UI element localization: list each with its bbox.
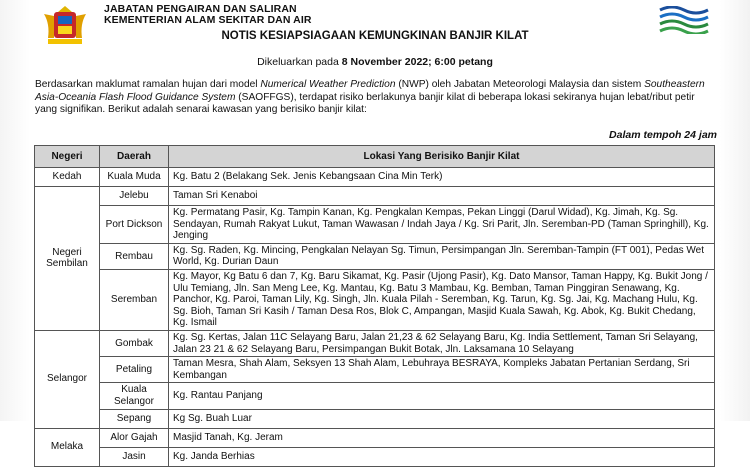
location-cell: Kg. Janda Berhias: [169, 447, 715, 466]
district-cell: Gombak: [100, 330, 169, 356]
table-row: [35, 447, 715, 466]
organization-name: JABATAN PENGAIRAN DAN SALIRAN: [104, 3, 297, 15]
issue-datetime: 8 November 2022; 6:00 petang: [341, 56, 493, 68]
state-cell: Melaka: [35, 428, 100, 466]
location-cell: Taman Sri Kenaboi: [169, 187, 715, 206]
table-row: [35, 428, 715, 447]
location-cell: Kg Sg. Buah Luar: [169, 409, 715, 428]
ministry-name: KEMENTERIAN ALAM SEKITAR DAN AIR: [104, 14, 312, 26]
location-cell: Kg. Sg. Raden, Kg. Mincing, Pengkalan Nelayan Sg. Timun, Persimpangan Jln. Seremban-Tampin (FT 001), Pedas Wet World, Kg. Durian Daun: [169, 243, 715, 269]
table-row: [35, 357, 715, 383]
table-row: [35, 383, 715, 409]
location-cell: Kg. Permatang Pasir, Kg. Tampin Kanan, Kg. Pengkalan Kempas, Pekan Linggi (Darul Widad), Kg. Jimah, Kg. Sg. Sendayan, Rumah Rakyat Lukut, Taman Wawasan / Indah Jaya / Kg. Sri Parit, Jln. Seremban-PD (Taman Springhill), Kg. Jenging: [169, 206, 715, 244]
district-cell: Sepang: [100, 409, 169, 428]
issue-date-line: [0, 56, 750, 68]
location-cell: Kg. Mayor, Kg Batu 6 dan 7, Kg. Baru Sikamat, Kg. Pasir (Ujong Pasir), Kg. Dato Mansor, Taman Happy, Kg. Bukit Jong / Ulu Temiang, Jln. San Meng Lee, Kg. Mantau, Kg. Batu 3 Mambau, Kg. Bemban, Taman Pinggiran Senawang, Kg. Panchor, Kg. Paroi, Taman Lily, Kg. Singh, Jln. Kuala Pilah - Seremban, Kg. Tarun, Kg. Sg. Jai, Kg. Machang Hulu, Kg. Sg. Bioh, Taman Sri Kasih / Taman Desa Ros, Blok C, Ampangan, Masjid Kuala Sawah, Kg. Abok, Kg. Bukit Chedang, Kg. Ismail: [169, 269, 715, 330]
district-cell: Seremban: [100, 269, 169, 330]
table-row: [35, 243, 715, 269]
intro-paragraph: [35, 79, 715, 117]
district-cell: Kuala Muda: [100, 168, 169, 187]
intro-nwp: Numerical Weather Prediction: [260, 79, 396, 90]
forecast-period: Dalam tempoh 24 jam: [609, 129, 717, 141]
intro-text-2: (NWP) oleh Jabatan Meteorologi Malaysia dan sistem: [395, 79, 645, 90]
intro-saoffgs: Southeastern Asia-Oceania Flash Flood Guidance System: [35, 79, 705, 103]
district-cell: Jasin: [100, 447, 169, 466]
location-cell: Kg. Batu 2 (Belakang Sek. Jenis Kebangsaan Cina Min Terk): [169, 168, 715, 187]
location-cell: Kg. Rantau Panjang: [169, 383, 715, 409]
district-cell: Jelebu: [100, 187, 169, 206]
risk-area-table: [34, 145, 715, 467]
table-row: [35, 187, 715, 206]
header-negeri: Negeri: [35, 146, 100, 168]
state-cell: Negeri Sembilan: [35, 187, 100, 331]
table-row: [35, 330, 715, 356]
location-cell: Taman Mesra, Shah Alam, Seksyen 13 Shah Alam, Lebuhraya BESRAYA, Kompleks Jabatan Pertanian Serdang, Sri Kembangan: [169, 357, 715, 383]
district-cell: Port Dickson: [100, 206, 169, 244]
table-header-row: [35, 146, 715, 168]
issue-prefix: Dikeluarkan pada: [257, 56, 342, 68]
state-cell: Selangor: [35, 330, 100, 428]
location-cell: Masjid Tanah, Kg. Jeram: [169, 428, 715, 447]
district-cell: Petaling: [100, 357, 169, 383]
district-cell: Alor Gajah: [100, 428, 169, 447]
intro-text-1: Berdasarkan maklumat ramalan hujan dari model: [35, 79, 261, 90]
table-row: [35, 269, 715, 330]
district-cell: Rembau: [100, 243, 169, 269]
intro-text-3: (SAOFFGS), terdapat risiko berlakunya banjir kilat di beberapa lokasi sekiranya hujan lebat/ribut petir yang signifikan. Berikut adalah senarai kawasan yang berisiko banjir kilat:: [35, 91, 695, 116]
location-cell: Kg. Sg. Kertas, Jalan 11C Selayang Baru, Jalan 21,23 & 62 Selayang Baru, Kg. India Settlement, Taman Sri Selayang, Jalan 23 21 & 62 Selayang Baru, Persimpangan Bukit Botak, Jln. Laksamana 10 Selayang: [169, 330, 715, 356]
table-row: [35, 168, 715, 187]
district-cell: Kuala Selangor: [100, 383, 169, 409]
table-row: [35, 206, 715, 244]
notice-title: NOTIS KESIAPSIAGAAN KEMUNGKINAN BANJIR KILAT: [221, 30, 529, 42]
state-cell: Kedah: [35, 168, 100, 187]
header-daerah: Daerah: [100, 146, 169, 168]
table-row: [35, 409, 715, 428]
header-lokasi: Lokasi Yang Berisiko Banjir Kilat: [169, 146, 715, 168]
